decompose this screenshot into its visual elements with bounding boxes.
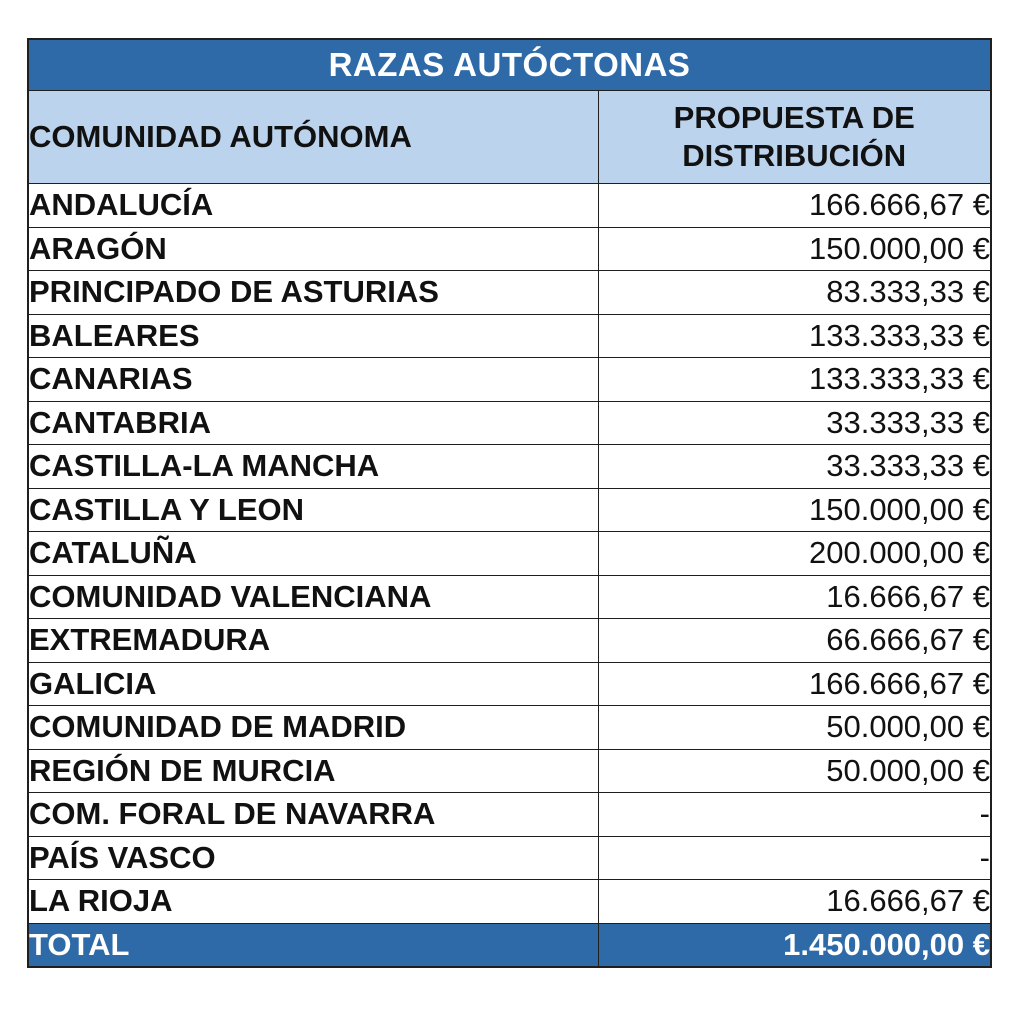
region-name-cell: REGIÓN DE MURCIA (28, 749, 598, 793)
amount-cell: 150.000,00 € (598, 227, 991, 271)
amount-cell: 50.000,00 € (598, 749, 991, 793)
table-row (28, 532, 991, 576)
region-name-cell: ARAGÓN (28, 227, 598, 271)
amount-cell: 33.333,33 € (598, 401, 991, 445)
amount-cell: 33.333,33 € (598, 445, 991, 489)
region-name-cell: CANARIAS (28, 358, 598, 402)
region-name-cell: ANDALUCÍA (28, 184, 598, 228)
table-row (28, 662, 991, 706)
amount-cell: 16.666,67 € (598, 880, 991, 924)
table-row (28, 619, 991, 663)
region-name-cell: CATALUÑA (28, 532, 598, 576)
table-title: RAZAS AUTÓCTONAS (28, 39, 991, 91)
column-header-region: COMUNIDAD AUTÓNOMA (28, 91, 598, 184)
region-name-cell: COM. FORAL DE NAVARRA (28, 793, 598, 837)
table-title-row (28, 39, 991, 91)
table-row (28, 227, 991, 271)
region-name-cell: CASTILLA Y LEON (28, 488, 598, 532)
table-row (28, 184, 991, 228)
region-name-cell: PRINCIPADO DE ASTURIAS (28, 271, 598, 315)
region-name-cell: CASTILLA-LA MANCHA (28, 445, 598, 489)
amount-cell: - (598, 793, 991, 837)
total-amount: 1.450.000,00 € (598, 923, 991, 967)
total-row (28, 923, 991, 967)
table-row (28, 358, 991, 402)
distribution-table (27, 38, 992, 968)
column-header-amount: PROPUESTA DE DISTRIBUCIÓN (598, 91, 991, 184)
table-row (28, 314, 991, 358)
amount-cell: 200.000,00 € (598, 532, 991, 576)
amount-cell: 150.000,00 € (598, 488, 991, 532)
table-row (28, 445, 991, 489)
table-row (28, 749, 991, 793)
amount-cell: 166.666,67 € (598, 662, 991, 706)
table-body (28, 184, 991, 924)
amount-cell: 166.666,67 € (598, 184, 991, 228)
table-row (28, 488, 991, 532)
region-name-cell: BALEARES (28, 314, 598, 358)
table-row (28, 706, 991, 750)
amount-cell: 83.333,33 € (598, 271, 991, 315)
region-name-cell: COMUNIDAD VALENCIANA (28, 575, 598, 619)
total-label: TOTAL (28, 923, 598, 967)
region-name-cell: LA RIOJA (28, 880, 598, 924)
region-name-cell: GALICIA (28, 662, 598, 706)
table-row (28, 836, 991, 880)
table-row (28, 880, 991, 924)
region-name-cell: EXTREMADURA (28, 619, 598, 663)
amount-cell: - (598, 836, 991, 880)
table-row (28, 793, 991, 837)
table-header-row (28, 91, 991, 184)
amount-cell: 133.333,33 € (598, 358, 991, 402)
table-row (28, 271, 991, 315)
amount-cell: 66.666,67 € (598, 619, 991, 663)
amount-cell: 133.333,33 € (598, 314, 991, 358)
amount-cell: 50.000,00 € (598, 706, 991, 750)
region-name-cell: COMUNIDAD DE MADRID (28, 706, 598, 750)
region-name-cell: PAÍS VASCO (28, 836, 598, 880)
table-row (28, 401, 991, 445)
region-name-cell: CANTABRIA (28, 401, 598, 445)
table-row (28, 575, 991, 619)
amount-cell: 16.666,67 € (598, 575, 991, 619)
